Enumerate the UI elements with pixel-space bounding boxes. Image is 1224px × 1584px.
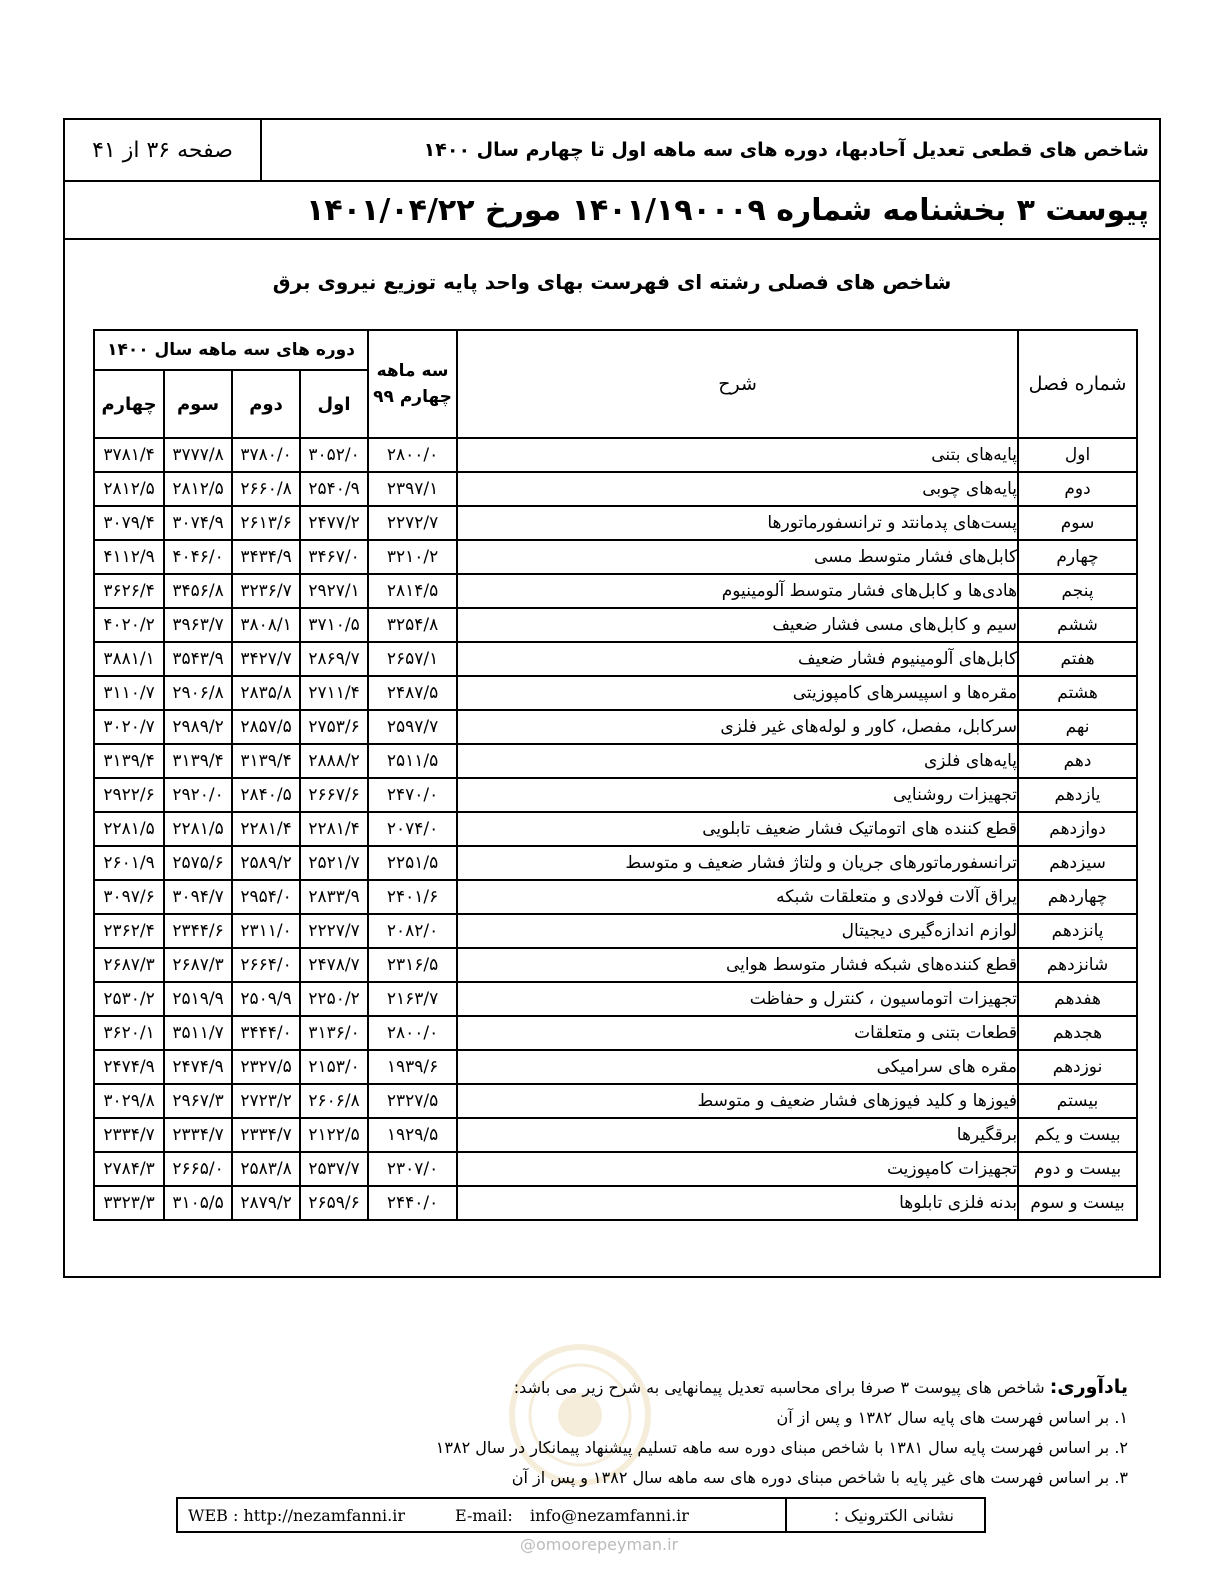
cell-desc: لوازم اندازه‌گیری دیجیتال (457, 914, 1018, 948)
cell-q2: ۲۸۷۹/۲ (232, 1186, 300, 1220)
cell-q1: ۲۸۸۸/۲ (300, 744, 368, 778)
cell-q2: ۳۴۳۴/۹ (232, 540, 300, 574)
cell-q1: ۲۱۲۲/۵ (300, 1118, 368, 1152)
cell-q1: ۳۰۵۲/۰ (300, 438, 368, 472)
cell-q4: ۲۸۱۲/۵ (94, 472, 164, 506)
notes-item: ۱. بر اساس فهرست های پایه سال ۱۳۸۲ و پس از آن (776, 1408, 1128, 1427)
header-fasl: شماره فصل (1018, 330, 1137, 438)
cell-q99: ۲۳۰۷/۰ (368, 1152, 457, 1186)
cell-q3: ۲۲۸۱/۵ (164, 812, 232, 846)
table-row (94, 914, 1137, 948)
cell-q3: ۳۵۱۱/۷ (164, 1016, 232, 1050)
cell-q4: ۳۸۸۱/۱ (94, 642, 164, 676)
table-row (94, 1084, 1137, 1118)
cell-fasl: هشتم (1018, 676, 1137, 710)
cell-q99: ۳۲۵۴/۸ (368, 608, 457, 642)
cell-desc: پایه‌های بتنی (457, 438, 1018, 472)
cell-q99: ۲۰۸۲/۰ (368, 914, 457, 948)
header-q99 (368, 330, 457, 438)
cell-q4: ۲۷۸۴/۳ (94, 1152, 164, 1186)
cell-q2: ۲۹۵۴/۰ (232, 880, 300, 914)
cell-desc: برقگیرها (457, 1118, 1018, 1152)
table-row (94, 472, 1137, 506)
cell-fasl: یازدهم (1018, 778, 1137, 812)
cell-q4: ۲۳۳۴/۷ (94, 1118, 164, 1152)
cell-q3: ۲۶۸۷/۳ (164, 948, 232, 982)
table-row (94, 506, 1137, 540)
cell-q4: ۳۰۹۷/۶ (94, 880, 164, 914)
table-row (94, 1186, 1137, 1220)
cell-q99: ۲۵۱۱/۵ (368, 744, 457, 778)
cell-desc: فیوزها و کلید فیوزهای فشار ضعیف و متوسط (457, 1084, 1018, 1118)
table-row (94, 1118, 1137, 1152)
cell-q1: ۲۴۷۸/۷ (300, 948, 368, 982)
cell-q1: ۲۸۶۹/۷ (300, 642, 368, 676)
page-frame (63, 118, 1161, 1278)
cell-fasl: هفتم (1018, 642, 1137, 676)
cell-desc: تجهیزات کامپوزیت (457, 1152, 1018, 1186)
header-q99-line1: سه ماهه (376, 361, 449, 381)
notes-label: یادآوری: (1049, 1376, 1128, 1398)
cell-fasl: بیست و یکم (1018, 1118, 1137, 1152)
cell-desc: پایه‌های فلزی (457, 744, 1018, 778)
cell-fasl: پنجم (1018, 574, 1137, 608)
cell-q4: ۴۱۱۲/۹ (94, 540, 164, 574)
cell-desc: هادی‌ها و کابل‌های فشار متوسط آلومینیوم (457, 574, 1018, 608)
document-subtitle: پیوست ۳ بخشنامه شماره ۱۴۰۱/۱۹۰۰۰۹ مورخ ۱۴۰۱/۰۴/۲۲ (65, 182, 1159, 240)
table-row (94, 778, 1137, 812)
cell-q1: ۲۴۷۷/۲ (300, 506, 368, 540)
cell-q99: ۲۶۵۷/۱ (368, 642, 457, 676)
cell-q2: ۲۶۱۳/۶ (232, 506, 300, 540)
cell-fasl: دهم (1018, 744, 1137, 778)
cell-fasl: نوزدهم (1018, 1050, 1137, 1084)
notes-intro: شاخص های پیوست ۳ صرفا برای محاسبه تعدیل پیمانهایی به شرح زیر می باشد: (513, 1378, 1045, 1397)
cell-q4: ۳۱۱۰/۷ (94, 676, 164, 710)
cell-q1: ۲۵۴۰/۹ (300, 472, 368, 506)
cell-q2: ۲۳۱۱/۰ (232, 914, 300, 948)
cell-q1: ۲۲۵۰/۲ (300, 982, 368, 1016)
cell-desc: کابل‌های فشار متوسط مسی (457, 540, 1018, 574)
cell-q4: ۳۱۳۹/۴ (94, 744, 164, 778)
cell-q99: ۲۲۷۲/۷ (368, 506, 457, 540)
table-row (94, 1050, 1137, 1084)
cell-q1: ۲۷۱۱/۴ (300, 676, 368, 710)
header-row (65, 120, 1159, 182)
cell-q2: ۲۷۲۳/۲ (232, 1084, 300, 1118)
cell-q4: ۲۶۸۷/۳ (94, 948, 164, 982)
cell-q99: ۲۱۶۳/۷ (368, 982, 457, 1016)
email-link[interactable]: info@nezamfanni.ir (530, 1506, 689, 1525)
cell-fasl: بیستم (1018, 1084, 1137, 1118)
cell-q2: ۳۷۸۰/۰ (232, 438, 300, 472)
cell-q1: ۲۹۲۷/۱ (300, 574, 368, 608)
cell-q2: ۲۶۶۰/۸ (232, 472, 300, 506)
cell-q99: ۲۳۲۷/۵ (368, 1084, 457, 1118)
cell-fasl: سوم (1018, 506, 1137, 540)
cell-q1: ۳۴۶۷/۰ (300, 540, 368, 574)
cell-q4: ۳۳۲۳/۳ (94, 1186, 164, 1220)
cell-desc: قطع کننده های اتوماتیک فشار ضعیف تابلویی (457, 812, 1018, 846)
cell-q1: ۳۷۱۰/۵ (300, 608, 368, 642)
cell-q4: ۳۰۷۹/۴ (94, 506, 164, 540)
cell-q1: ۲۱۵۳/۰ (300, 1050, 368, 1084)
cell-desc: سرکابل، مفصل، کاور و لوله‌های غیر فلزی (457, 710, 1018, 744)
cell-q2: ۲۸۴۰/۵ (232, 778, 300, 812)
header-q4: چهارم (94, 370, 164, 438)
cell-fasl: اول (1018, 438, 1137, 472)
table-title: شاخص های فصلی رشته ای فهرست بهای واحد پایه توزیع نیروی برق (272, 270, 952, 294)
notes-section (368, 1372, 1128, 1493)
cell-q3: ۲۹۶۷/۳ (164, 1084, 232, 1118)
table-row (94, 1152, 1137, 1186)
cell-q3: ۲۸۱۲/۵ (164, 472, 232, 506)
cell-q99: ۱۹۲۹/۵ (368, 1118, 457, 1152)
cell-q99: ۱۹۳۹/۶ (368, 1050, 457, 1084)
cell-q4: ۳۶۲۰/۱ (94, 1016, 164, 1050)
cell-q4: ۲۹۲۲/۶ (94, 778, 164, 812)
cell-q2: ۲۵۸۳/۸ (232, 1152, 300, 1186)
cell-q99: ۲۸۰۰/۰ (368, 438, 457, 472)
table-row (94, 608, 1137, 642)
table-row (94, 846, 1137, 880)
cell-fasl: پانزدهم (1018, 914, 1137, 948)
header-periods: دوره های سه ماهه سال ۱۴۰۰ (94, 330, 368, 370)
cell-fasl: دوم (1018, 472, 1137, 506)
cell-q2: ۲۳۳۴/۷ (232, 1118, 300, 1152)
cell-desc: یراق آلات فولادی و متعلقات شبکه (457, 880, 1018, 914)
header-q1: اول (300, 370, 368, 438)
cell-q99: ۲۳۱۶/۵ (368, 948, 457, 982)
cell-fasl: چهارم (1018, 540, 1137, 574)
header-desc: شرح (457, 330, 1018, 438)
cell-q99: ۲۵۹۷/۷ (368, 710, 457, 744)
cell-q3: ۳۰۹۴/۷ (164, 880, 232, 914)
header-q2: دوم (232, 370, 300, 438)
cell-q4: ۲۶۰۱/۹ (94, 846, 164, 880)
header-q3: سوم (164, 370, 232, 438)
cell-q2: ۳۲۳۶/۷ (232, 574, 300, 608)
cell-fasl: سیزدهم (1018, 846, 1137, 880)
cell-q3: ۲۴۷۴/۹ (164, 1050, 232, 1084)
watermark-url: @omoorepeyman.ir (520, 1535, 679, 1554)
cell-q1: ۲۸۳۳/۹ (300, 880, 368, 914)
cell-desc: قطع کننده‌های شبکه فشار متوسط هوایی (457, 948, 1018, 982)
cell-q1: ۲۶۵۹/۶ (300, 1186, 368, 1220)
cell-q3: ۳۰۷۴/۹ (164, 506, 232, 540)
cell-q1: ۲۵۲۱/۷ (300, 846, 368, 880)
cell-desc: تجهیزات اتوماسیون ، کنترل و حفاظت (457, 982, 1018, 1016)
cell-q2: ۳۴۲۷/۷ (232, 642, 300, 676)
cell-q3: ۲۹۰۶/۸ (164, 676, 232, 710)
cell-q4: ۴۰۲۰/۲ (94, 608, 164, 642)
cell-q99: ۲۸۰۰/۰ (368, 1016, 457, 1050)
cell-fasl: نهم (1018, 710, 1137, 744)
table-row (94, 948, 1137, 982)
cell-q3: ۲۳۳۴/۷ (164, 1118, 232, 1152)
cell-q1: ۳۱۳۶/۰ (300, 1016, 368, 1050)
table-row (94, 1016, 1137, 1050)
cell-q4: ۲۲۸۱/۵ (94, 812, 164, 846)
cell-q99: ۲۲۵۱/۵ (368, 846, 457, 880)
index-table (93, 329, 1138, 1221)
cell-q2: ۲۵۸۹/۲ (232, 846, 300, 880)
cell-q3: ۲۵۱۹/۹ (164, 982, 232, 1016)
document-title: شاخص های قطعی تعدیل آحادبها، دوره های سه ماهه اول تا چهارم سال ۱۴۰۰ (423, 139, 1149, 161)
cell-q2: ۲۸۵۷/۵ (232, 710, 300, 744)
cell-q2: ۲۶۶۴/۰ (232, 948, 300, 982)
cell-q2: ۲۸۳۵/۸ (232, 676, 300, 710)
cell-desc: مقره‌ها و اسپیسرهای کامپوزیتی (457, 676, 1018, 710)
cell-q1: ۲۶۶۷/۶ (300, 778, 368, 812)
cell-q1: ۲۲۸۱/۴ (300, 812, 368, 846)
cell-desc: مقره های سرامیکی (457, 1050, 1018, 1084)
cell-desc: سیم و کابل‌های مسی فشار ضعیف (457, 608, 1018, 642)
table-row (94, 744, 1137, 778)
cell-desc: ترانسفورماتورهای جریان و ولتاژ فشار ضعیف و متوسط (457, 846, 1018, 880)
notes-intro-line (368, 1372, 1128, 1403)
header-q99-line2: چهارم ۹۹ (373, 387, 452, 407)
cell-q2: ۳۱۳۹/۴ (232, 744, 300, 778)
cell-q2: ۲۵۰۹/۹ (232, 982, 300, 1016)
cell-desc: قطعات بتنی و متعلقات (457, 1016, 1018, 1050)
cell-fasl: بیست و دوم (1018, 1152, 1137, 1186)
page-number: صفحه ۳۶ از ۴۱ (65, 120, 262, 180)
cell-q99: ۲۴۰۱/۶ (368, 880, 457, 914)
cell-q99: ۲۴۴۰/۰ (368, 1186, 457, 1220)
cell-fasl: بیست و سوم (1018, 1186, 1137, 1220)
table-row (94, 880, 1137, 914)
cell-q4: ۳۷۸۱/۴ (94, 438, 164, 472)
table-row (94, 710, 1137, 744)
table-row (94, 982, 1137, 1016)
cell-q3: ۳۱۳۹/۴ (164, 744, 232, 778)
cell-q3: ۳۷۷۷/۸ (164, 438, 232, 472)
cell-q4: ۳۶۲۶/۴ (94, 574, 164, 608)
cell-q99: ۲۸۱۴/۵ (368, 574, 457, 608)
table-row (94, 540, 1137, 574)
cell-fasl: هجدهم (1018, 1016, 1137, 1050)
cell-q3: ۴۰۴۶/۰ (164, 540, 232, 574)
notes-item: ۳. بر اساس فهرست های غیر پایه با شاخص مبنای دوره های سه ماهه سال ۱۳۸۲ و پس از آن (511, 1468, 1128, 1487)
table-row (94, 642, 1137, 676)
notes-item: ۲. بر اساس فهرست پایه سال ۱۳۸۱ با شاخص مبنای دوره سه ماهه تسلیم پیشنهاد پیمانکار در سال ۱۳۸۲ (435, 1438, 1128, 1457)
cell-q3: ۲۹۲۰/۰ (164, 778, 232, 812)
cell-q3: ۳۹۶۳/۷ (164, 608, 232, 642)
table-row (94, 812, 1137, 846)
cell-q99: ۲۳۹۷/۱ (368, 472, 457, 506)
cell-q2: ۳۴۴۴/۰ (232, 1016, 300, 1050)
table-row (94, 438, 1137, 472)
cell-q4: ۲۳۶۲/۴ (94, 914, 164, 948)
cell-desc: پایه‌های چوبی (457, 472, 1018, 506)
cell-q3: ۳۱۰۵/۵ (164, 1186, 232, 1220)
cell-q3: ۲۳۴۴/۶ (164, 914, 232, 948)
cell-desc: تجهیزات روشنایی (457, 778, 1018, 812)
cell-q3: ۲۹۸۹/۲ (164, 710, 232, 744)
cell-q4: ۲۴۷۴/۹ (94, 1050, 164, 1084)
cell-q1: ۲۲۲۷/۷ (300, 914, 368, 948)
cell-q99: ۲۰۷۴/۰ (368, 812, 457, 846)
cell-q3: ۳۵۴۳/۹ (164, 642, 232, 676)
cell-fasl: هفدهم (1018, 982, 1137, 1016)
cell-q4: ۳۰۲۰/۷ (94, 710, 164, 744)
cell-q1: ۲۶۰۶/۸ (300, 1084, 368, 1118)
cell-fasl: ششم (1018, 608, 1137, 642)
cell-desc: بدنه فلزی تابلوها (457, 1186, 1018, 1220)
website-link[interactable]: WEB : http://nezamfanni.ir (188, 1506, 405, 1525)
cell-q1: ۲۷۵۳/۶ (300, 710, 368, 744)
footer-box (176, 1497, 986, 1533)
cell-q2: ۲۳۲۷/۵ (232, 1050, 300, 1084)
cell-q3: ۲۵۷۵/۶ (164, 846, 232, 880)
cell-q99: ۲۴۷۰/۰ (368, 778, 457, 812)
cell-desc: پست‌های پدمانتد و ترانسفورماتورها (457, 506, 1018, 540)
cell-q1: ۲۵۳۷/۷ (300, 1152, 368, 1186)
table-row (94, 574, 1137, 608)
cell-q2: ۳۸۰۸/۱ (232, 608, 300, 642)
cell-fasl: دوازدهم (1018, 812, 1137, 846)
cell-q4: ۳۰۲۹/۸ (94, 1084, 164, 1118)
cell-fasl: شانزدهم (1018, 948, 1137, 982)
cell-q99: ۲۴۸۷/۵ (368, 676, 457, 710)
table-row (94, 676, 1137, 710)
cell-desc: کابل‌های آلومینیوم فشار ضعیف (457, 642, 1018, 676)
address-label: نشانی الکترونیک : (785, 1499, 984, 1531)
cell-q3: ۳۴۵۶/۸ (164, 574, 232, 608)
cell-q4: ۲۵۳۰/۲ (94, 982, 164, 1016)
cell-fasl: چهاردهم (1018, 880, 1137, 914)
cell-q3: ۲۶۶۵/۰ (164, 1152, 232, 1186)
cell-q99: ۳۲۱۰/۲ (368, 540, 457, 574)
cell-q2: ۲۲۸۱/۴ (232, 812, 300, 846)
email-label: E-mail: (455, 1506, 513, 1525)
